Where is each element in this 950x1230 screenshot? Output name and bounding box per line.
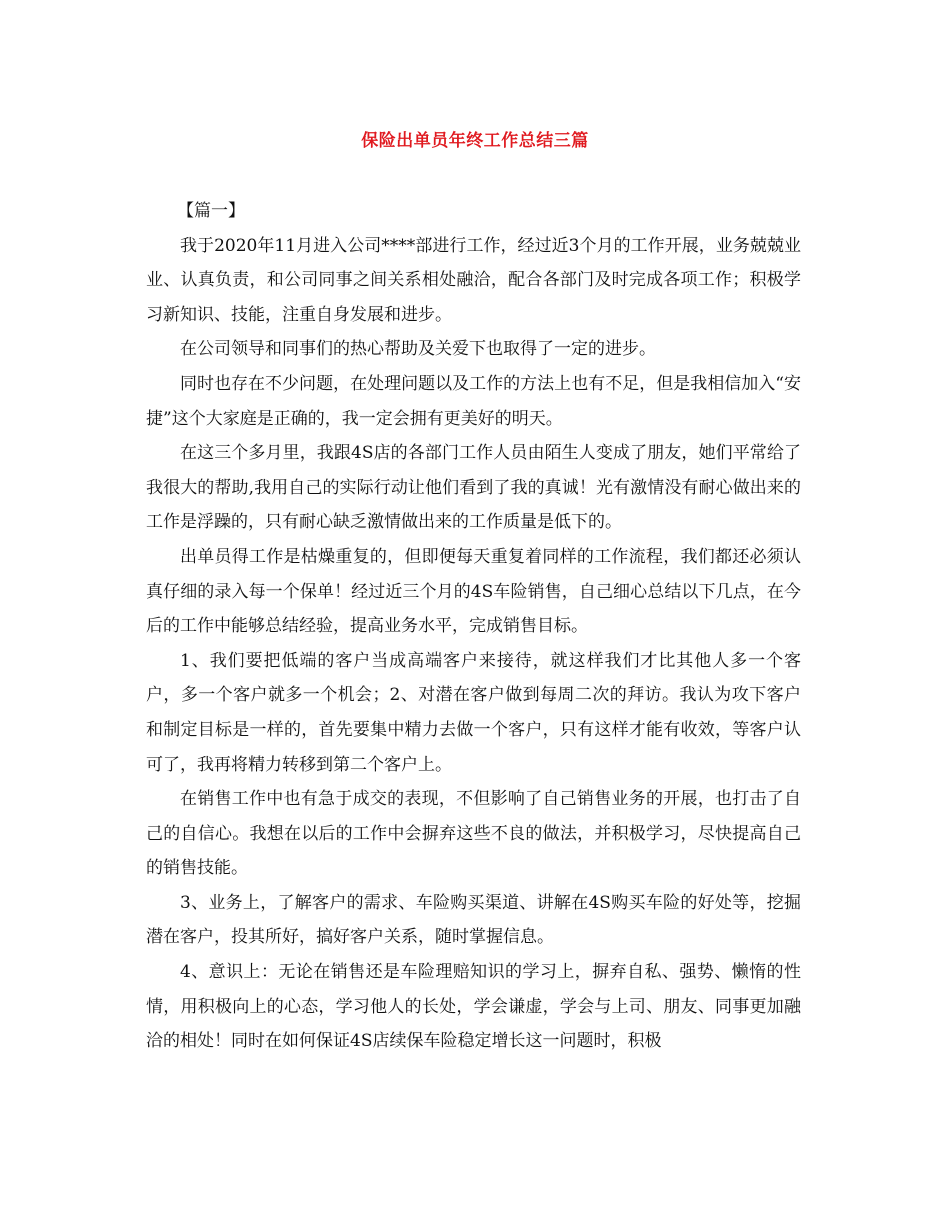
paragraph-6: 1、我们要把低端的客户当成高端客户来接待，就这样我们才比其他人多一个客户，多一个客户就多一个机会；2、对潜在客户做到每周二次的拜访。我认为攻下客户和制定目标是一样的，首先要集中精力去做一个客户，只有这样才能有收效，等客户认可了，我再将精力转移到第二个客户上。 — [146, 650, 801, 775]
document-body — [146, 194, 801, 1059]
paragraph-4: 在这三个多月里，我跟4S店的各部门工作人员由陌生人变成了朋友，她们平常给了我很大的帮助,我用自己的实际行动让他们看到了我的真诚！光有激情没有耐心做出来的工作是浮躁的，只有耐心缺乏激情做出来的工作质量是低下的。 — [146, 443, 801, 533]
document-title: 保险出单员年终工作总结三篇 — [361, 131, 589, 151]
paragraph-3: 同时也存在不少问题，在处理问题以及工作的方法上也有不足，但是我相信加入“安捷”这个大家庭是正确的，我一定会拥有更美好的明天。 — [146, 373, 801, 429]
paragraph-7: 在销售工作中也有急于成交的表现，不但影响了自己销售业务的开展，也打击了自己的自信心。我想在以后的工作中会摒弃这些不良的做法，并积极学习，尽快提高自己的销售技能。 — [146, 789, 801, 879]
paragraph-9: 4、意识上：无论在销售还是车险理赔知识的学习上，摒弃自私、强势、懒惰的性情，用积极向上的心态，学习他人的长处，学会谦虚，学会与上司、朋友、同事更加融洽的相处！同时在如何保证4S店续保车险稳定增长这一问题时，积极 — [146, 962, 801, 1052]
paragraph-5: 出单员得工作是枯燥重复的，但即便每天重复着同样的工作流程，我们都还必须认真仔细的录入每一个保单！经过近三个月的4S车险销售，自己细心总结以下几点，在今后的工作中能够总结经验，提高业务水平，完成销售目标。 — [146, 546, 801, 637]
paragraph-1: 我于2020年11月进入公司****部进行工作，经过近3个月的工作开展，业务兢兢业业、认真负责，和公司同事之间关系相处融洽，配合各部门及时完成各项工作；积极学习新知识、技能，注重自身发展和进步。 — [146, 235, 801, 325]
section-heading: 【篇一】 — [177, 201, 245, 221]
paragraph-2: 在公司领导和同事们的热心帮助及关爱下也取得了一定的进步。 — [180, 339, 656, 360]
paragraph-8: 3、业务上，了解客户的需求、车险购买渠道、讲解在4S购买车险的好处等，挖掘潜在客户，投其所好，搞好客户关系，随时掌握信息。 — [146, 892, 801, 948]
